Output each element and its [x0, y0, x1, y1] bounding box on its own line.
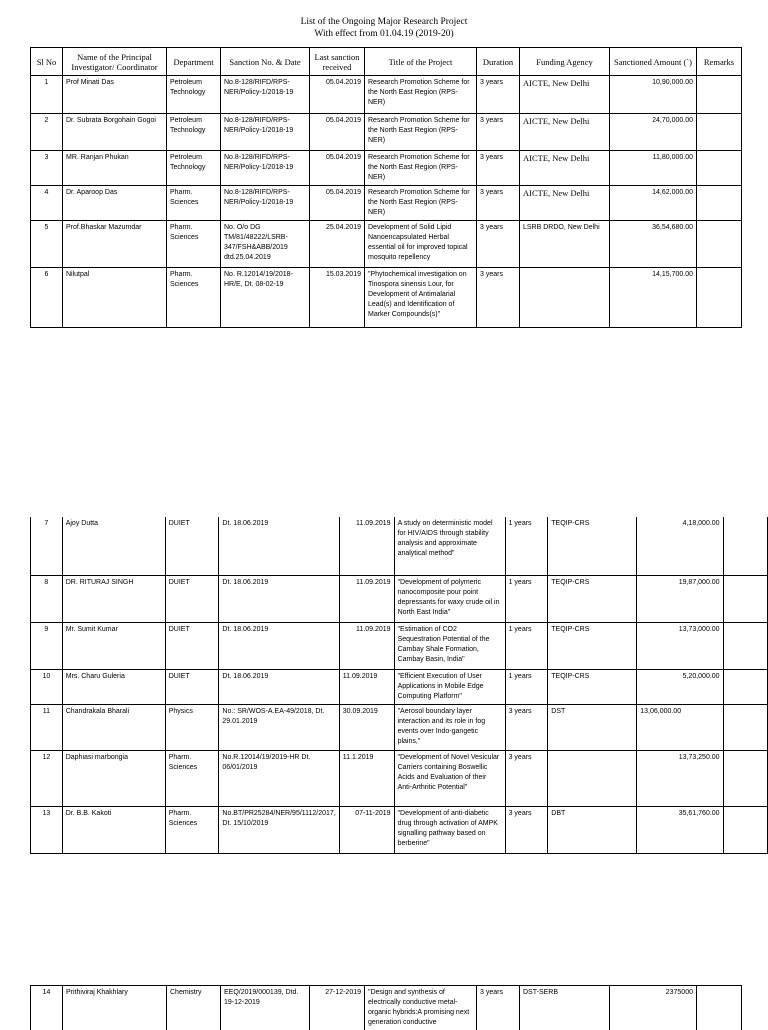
cell-sl-no: 9	[31, 622, 63, 669]
header-funding-agency: Funding Agency	[520, 48, 610, 76]
cell-funding-agency: AICTE, New Delhi	[520, 151, 610, 186]
cell-investigator: Daphiasi marbongia	[62, 750, 165, 806]
cell-investigator: Prithiviraj Khakhlary	[63, 986, 167, 1030]
cell-funding-agency: TEQIP-CRS	[548, 622, 637, 669]
cell-amount: 5,20,000.00	[637, 669, 723, 704]
cell-remarks	[723, 575, 767, 622]
table-row	[31, 114, 742, 151]
cell-investigator: Dr. Subrata Borgohain Gogoi	[63, 114, 167, 151]
cell-remarks	[723, 517, 767, 575]
cell-project-title: Development of Solid Lipid Nanoencapsulated Herbal essential oil for improved topical mosquito repellency	[365, 221, 477, 268]
cell-sanction-no: Dt. 18.06.2019	[219, 669, 339, 704]
cell-department: DUIET	[165, 669, 219, 704]
cell-sanction-no: Dt. 18.06.2019	[219, 622, 339, 669]
header-project-title: Title of the Project	[365, 48, 477, 76]
cell-project-title: "Design and synthesis of electrically conductive metal-organic hybrids:A promising next generation conductive	[365, 986, 477, 1030]
cell-department: Pharm. Sciences	[165, 806, 219, 853]
cell-amount: 24,70,000.00	[610, 114, 697, 151]
cell-investigator: Prof Minati Das	[63, 76, 167, 114]
cell-department: DUIET	[165, 575, 219, 622]
cell-project-title: Research Promotion Scheme for the North East Region (RPS-NER)	[365, 76, 477, 114]
cell-project-title: "Development of polymeric nanocomposite pour point depressants for waxy crude oil in North East India"	[394, 575, 505, 622]
table-row	[31, 268, 742, 328]
cell-funding-agency: DST-SERB	[520, 986, 610, 1030]
cell-last-sanction: 07-11-2019	[339, 806, 394, 853]
cell-duration: 3 years	[477, 151, 520, 186]
cell-funding-agency: TEQIP-CRS	[548, 669, 637, 704]
cell-department: Pharm. Sciences	[167, 186, 221, 221]
cell-funding-agency	[520, 268, 610, 328]
cell-department: DUIET	[165, 622, 219, 669]
table-row	[31, 750, 768, 806]
cell-last-sanction: 15.03.2019	[310, 268, 365, 328]
cell-investigator: Chandrakala Bharali	[62, 704, 165, 750]
cell-investigator: Mrs. Charu Guleria	[62, 669, 165, 704]
cell-sanction-no: No.8-128/RIFD/RPS-NER/Policy-1/2018-19	[221, 151, 310, 186]
header-last-sanction: Last sanction received	[310, 48, 365, 76]
cell-amount: 14,62,000.00	[610, 186, 697, 221]
cell-project-title: "Phytochemical investigation on Tinospora sinensis Lour, for Development of Antimalarial Lead(s) and Identification of Marker Compounds(s)"	[365, 268, 477, 328]
cell-amount: 14,15,700.00	[610, 268, 697, 328]
table-row	[31, 622, 768, 669]
cell-amount: 10,90,000.00	[610, 76, 697, 114]
document-subtitle: With effect from 01.04.19 (2019-20)	[0, 28, 768, 40]
cell-sanction-no: No.R.12014/19/2019-HR Dt. 06/01/2019	[219, 750, 339, 806]
cell-duration: 1 years	[505, 575, 548, 622]
cell-funding-agency: AICTE, New Delhi	[520, 114, 610, 151]
cell-amount: 13,73,000.00	[637, 622, 723, 669]
cell-sanction-no: Dt. 18.06.2019	[219, 517, 339, 575]
cell-duration: 3 years	[505, 704, 548, 750]
cell-remarks	[697, 76, 742, 114]
projects-table-part1	[30, 47, 742, 328]
cell-remarks	[723, 806, 767, 853]
cell-duration: 3 years	[477, 221, 520, 268]
cell-sl-no: 13	[31, 806, 63, 853]
cell-investigator: MR. Ranjan Phukan	[63, 151, 167, 186]
cell-amount: 11,80,000.00	[610, 151, 697, 186]
cell-duration: 3 years	[477, 986, 520, 1030]
cell-funding-agency: AICTE, New Delhi	[520, 186, 610, 221]
cell-department: Pharm. Sciences	[165, 750, 219, 806]
table-row	[31, 986, 742, 1030]
cell-funding-agency: TEQIP-CRS	[548, 517, 637, 575]
table-row	[31, 517, 768, 575]
cell-amount: 4,18,000.00	[637, 517, 723, 575]
cell-sl-no: 2	[31, 114, 63, 151]
cell-investigator: Dr. B.B. Kakoti	[62, 806, 165, 853]
cell-investigator: Nilutpal	[63, 268, 167, 328]
cell-sl-no: 7	[31, 517, 63, 575]
cell-last-sanction: 11.1.2019	[339, 750, 394, 806]
cell-amount: 36,54,680.00	[610, 221, 697, 268]
document-title: List of the Ongoing Major Research Project	[0, 16, 768, 28]
header-duration: Duration	[477, 48, 520, 76]
cell-investigator: Prof.Bhaskar Mazumdar	[63, 221, 167, 268]
cell-remarks	[697, 268, 742, 328]
projects-table-part2	[30, 517, 768, 854]
header-department: Department	[167, 48, 221, 76]
cell-sanction-no: No.BT/PR25284/NER/95/1112/2017, Dt. 15/10/2019	[219, 806, 339, 853]
cell-sanction-no: No.: SR/WOS-A.EA-49/2018, Dt. 29.01.2019	[219, 704, 339, 750]
cell-department: Physics	[165, 704, 219, 750]
cell-duration: 3 years	[477, 76, 520, 114]
cell-project-title: A study on deterministic model for HIV/AIDS through stability analysis and approximate analytical method"	[394, 517, 505, 575]
cell-amount: 13,06,000.00	[637, 704, 723, 750]
cell-project-title: "Estimation of CO2 Sequestration Potential of the Cambay Shale Formation, Cambay Basin, India"	[394, 622, 505, 669]
cell-funding-agency	[548, 750, 637, 806]
cell-sl-no: 14	[31, 986, 63, 1030]
header-sl-no: Sl No	[31, 48, 63, 76]
cell-funding-agency: TEQIP-CRS	[548, 575, 637, 622]
cell-amount: 2375000	[610, 986, 697, 1030]
cell-last-sanction: 11.09.2019	[339, 575, 394, 622]
cell-duration: 1 years	[505, 517, 548, 575]
cell-funding-agency: DST	[548, 704, 637, 750]
cell-project-title: Research Promotion Scheme for the North East Region (RPS-NER)	[365, 114, 477, 151]
table-row	[31, 704, 768, 750]
cell-remarks	[723, 704, 767, 750]
cell-sanction-no: No.8-128/RIFD/RPS-NER/Policy-1/2018-19	[221, 114, 310, 151]
cell-sl-no: 10	[31, 669, 63, 704]
cell-project-title: "Efficient Execution of User Applications in Mobile Edge Computing Platform"	[394, 669, 505, 704]
cell-sl-no: 8	[31, 575, 63, 622]
cell-sanction-no: No.8-128/RIFD/RPS-NER/Policy-1/2018-19	[221, 186, 310, 221]
cell-sl-no: 4	[31, 186, 63, 221]
cell-sanction-no: No. R.12014/19/2018-HR/E, Dt. 08-02-19	[221, 268, 310, 328]
cell-remarks	[697, 151, 742, 186]
cell-last-sanction: 05.04.2019	[310, 114, 365, 151]
table-row	[31, 806, 768, 853]
cell-last-sanction: 05.04.2019	[310, 186, 365, 221]
cell-sl-no: 5	[31, 221, 63, 268]
header-sanction-no: Sanction No. & Date	[221, 48, 310, 76]
header-remarks: Remarks	[697, 48, 742, 76]
cell-last-sanction: 05.04.2019	[310, 151, 365, 186]
cell-remarks	[697, 186, 742, 221]
cell-sanction-no: Dt. 18.06.2019	[219, 575, 339, 622]
cell-investigator: Ajoy Dutta	[62, 517, 165, 575]
header-investigator: Name of the Principal Investigator/ Coordinator	[63, 48, 167, 76]
table-header-row	[31, 48, 742, 76]
cell-department: Pharm. Sciences	[167, 268, 221, 328]
cell-department: Pharm. Sciences	[167, 221, 221, 268]
cell-investigator: DR. RITURAJ SINGH	[62, 575, 165, 622]
cell-department: Petroleum Technology	[167, 114, 221, 151]
table-row	[31, 221, 742, 268]
table-row	[31, 76, 742, 114]
cell-project-title: "Development of anti-diabetic drug through activation of AMPK signalling pathway based on berberine"	[394, 806, 505, 853]
cell-sl-no: 3	[31, 151, 63, 186]
cell-investigator: Dr. Aparoop Das	[63, 186, 167, 221]
header-amount: Sanctioned Amount (`)	[610, 48, 697, 76]
cell-sl-no: 11	[31, 704, 63, 750]
projects-table-part3	[30, 985, 742, 1030]
table-row	[31, 669, 768, 704]
cell-sl-no: 1	[31, 76, 63, 114]
cell-duration: 3 years	[477, 268, 520, 328]
cell-duration: 1 years	[505, 669, 548, 704]
cell-amount: 35,61,760.00	[637, 806, 723, 853]
cell-funding-agency: AICTE, New Delhi	[520, 76, 610, 114]
cell-duration: 1 years	[505, 622, 548, 669]
cell-remarks	[697, 221, 742, 268]
cell-department: DUIET	[165, 517, 219, 575]
cell-project-title: Research Promotion Scheme for the North East Region (RPS-NER)	[365, 151, 477, 186]
cell-last-sanction: 11.09.2019	[339, 622, 394, 669]
cell-investigator: Mr. Sumit Kumar	[62, 622, 165, 669]
cell-duration: 3 years	[505, 806, 548, 853]
cell-last-sanction: 30.09.2019	[339, 704, 394, 750]
cell-sl-no: 6	[31, 268, 63, 328]
cell-funding-agency: LSRB DRDO, New Delhi	[520, 221, 610, 268]
table-row	[31, 151, 742, 186]
cell-remarks	[697, 114, 742, 151]
cell-department: Petroleum Technology	[167, 151, 221, 186]
cell-duration: 3 years	[505, 750, 548, 806]
cell-amount: 19,87,000.00	[637, 575, 723, 622]
cell-funding-agency: DBT	[548, 806, 637, 853]
cell-sanction-no: EEQ/2019/000139, Dtd. 19-12-2019	[221, 986, 310, 1030]
cell-department: Petroleum Technology	[167, 76, 221, 114]
cell-amount: 13,73,250.00	[637, 750, 723, 806]
cell-sanction-no: No. O/o DG TM/81/48222/LSRB-347/FSH&ABB/2019 dtd.25.04.2019	[221, 221, 310, 268]
cell-last-sanction: 11.09.2019	[339, 517, 394, 575]
cell-remarks	[723, 750, 767, 806]
cell-duration: 3 years	[477, 114, 520, 151]
cell-remarks	[723, 669, 767, 704]
cell-project-title: "Development of Novel Vesicular Carriers containing Boswellic Acids and Evaluation of their Anti-Arthritic Potential"	[394, 750, 505, 806]
cell-remarks	[697, 986, 742, 1030]
cell-last-sanction: 27-12-2019	[310, 986, 365, 1030]
cell-last-sanction: 11.09.2019	[339, 669, 394, 704]
cell-duration: 3 years	[477, 186, 520, 221]
cell-last-sanction: 05.04.2019	[310, 76, 365, 114]
cell-sanction-no: No.8-128/RIFD/RPS-NER/Policy-1/2018-19	[221, 76, 310, 114]
cell-project-title: "Aerosol boundary layer interaction and its role in fog events over Indo-gangetic plains,"	[394, 704, 505, 750]
cell-project-title: Research Promotion Scheme for the North East Region (RPS-NER)	[365, 186, 477, 221]
cell-remarks	[723, 622, 767, 669]
table-row	[31, 575, 768, 622]
cell-department: Chemistry	[167, 986, 221, 1030]
cell-sl-no: 12	[31, 750, 63, 806]
cell-last-sanction: 25.04.2019	[310, 221, 365, 268]
table-row	[31, 186, 742, 221]
